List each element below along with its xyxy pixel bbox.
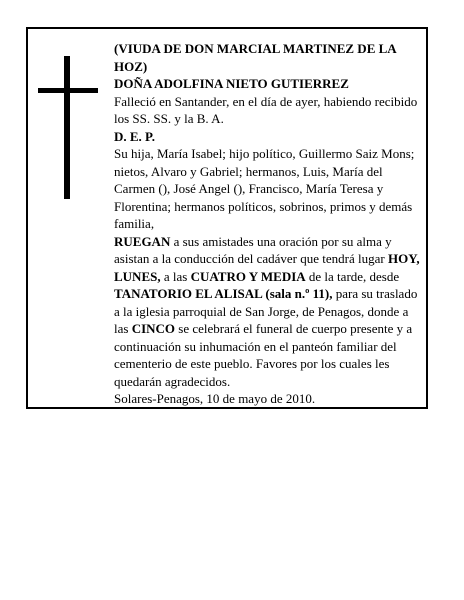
- funeral-time-label: CINCO: [131, 321, 176, 336]
- time-label: CUATRO Y MEDIA: [190, 268, 306, 284]
- family-list: Su hija, María Isabel; hijo político, Guillermo Saiz Mons; nietos, Alvaro y Gabriel; hermanos, Luis, María del Carmen (), José Angel (), Francisco, María Teresa y Florentina; hermanos políticos, sobrinos, primos y demás familia,: [114, 146, 415, 231]
- dep-line: D. E. P.: [114, 128, 156, 144]
- request-paragraph: RUEGAN a sus amistades una oración por su alma y asistan a la conducción del cadáver que tendrá lugar HOY, LUNES, a las CUATRO Y MEDIA de la tarde, desde TANATORIO EL ALISAL (sala n.º 11), para su traslado a la iglesia parroquial de San Jorge, de Penagos, donde a las CINCO se celebrará el funeral de cuerpo presente y a continuación su inhumación en el panteón familiar del cementerio de este pueblo. Favores por los cuales les quedarán agradecidos.: [114, 233, 420, 389]
- day-label: HOY, LUNES,: [114, 251, 420, 284]
- funeral-home-label: TANATORIO EL ALISAL (sala n.º 11),: [114, 286, 333, 301]
- notice-text: [114, 40, 422, 408]
- death-announcement: Falleció en Santander, en el día de ayer, habiendo recibido los SS. SS. y la B. A.: [114, 93, 418, 126]
- obituary-notice: [26, 27, 428, 409]
- deceased-name: DOÑA ADOLFINA NIETO GUTIERREZ: [114, 76, 349, 91]
- ruegan-label: RUEGAN: [114, 233, 171, 249]
- widow-heading: (VIUDA DE DON MARCIAL MARTINEZ DE LA HOZ): [114, 41, 396, 74]
- latin-cross-icon: [38, 56, 98, 199]
- place-date: Solares-Penagos, 10 de mayo de 2010.: [114, 391, 316, 406]
